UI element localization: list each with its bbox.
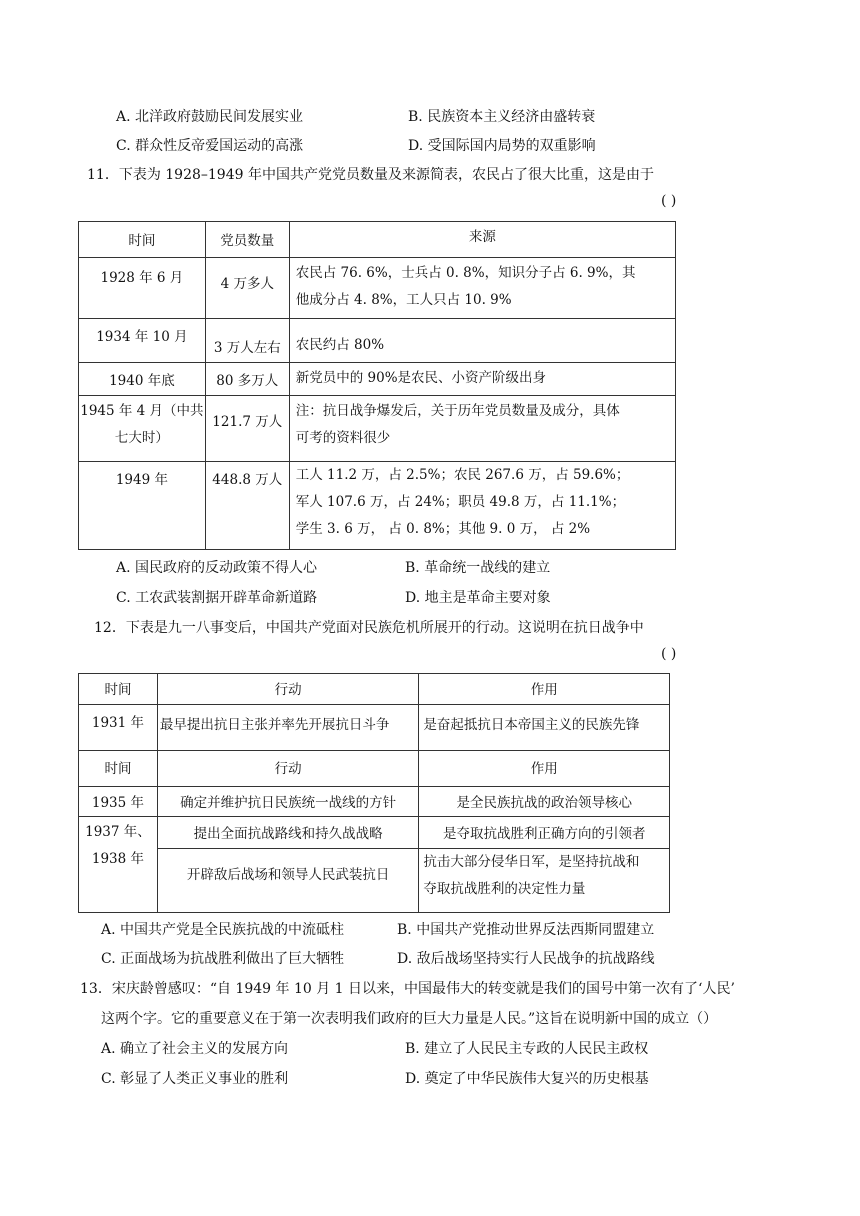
table-row <box>79 363 676 396</box>
q11-time: 1940 年底 <box>79 363 206 396</box>
q12-time-line: 1938 年 <box>91 851 145 867</box>
table-row <box>79 849 670 913</box>
q11-option-c: C. 工农武装割据开辟革命新道路 <box>116 590 318 606</box>
q11-time-line: 1945 年 4 月（中共 <box>80 403 204 419</box>
q12-header-row <box>79 751 670 787</box>
q10-option-c: C. 群众性反帝爱国运动的高涨 <box>116 138 304 154</box>
q11-header-source: 来源 <box>289 222 675 258</box>
q12-action: 确定并维护抗日民族统一战线的方针 <box>157 787 419 817</box>
q13-option-a: A. 确立了社会主义的发展方向 <box>101 1041 289 1057</box>
q12-option-d: D. 敌后战场坚持实行人民战争的抗战路线 <box>397 951 655 967</box>
q12-stem: 12．下表是九一八事变后，中国共产党面对民族危机所展开的行动。这说明在抗日战争中 <box>94 620 644 636</box>
q13-option-b: B. 建立了人民民主专政的人民民主政权 <box>405 1041 649 1057</box>
q12-effect: 是全民族抗战的政治领导核心 <box>419 787 670 817</box>
table-row <box>79 787 670 817</box>
q11-time: 1949 年 <box>79 462 206 550</box>
q12-header-effect: 作用 <box>419 751 670 787</box>
q12-header-row <box>79 674 670 705</box>
q11-stem: 11．下表为 1928–1949 年中国共产党党员数量及来源简表，农民占了很大比重，这是由于 <box>87 167 654 183</box>
q11-count: 121.7 万人 <box>205 396 289 462</box>
q11-count: 80 多万人 <box>205 363 289 396</box>
q11-source-line: 工人 11.2 万，占 2.5%；农民 267.6 万，占 59.6%； <box>295 467 630 483</box>
q11-header-row <box>79 222 676 258</box>
q13-stem-line1: 13．宋庆龄曾感叹：“自 1949 年 10 月 1 日以来，中国最伟大的转变就是我们的国号中第一次有了‘人民’ <box>80 981 735 997</box>
q12-header-time: 时间 <box>79 674 158 705</box>
q11-header-count: 党员数量 <box>205 222 289 258</box>
q12-effect <box>419 849 670 913</box>
q12-effect-line: 夺取抗战胜利的决定性力量 <box>423 881 586 897</box>
q11-source-line: 军人 107.6 万，占 24%；职员 49.8 万，占 11.1%； <box>295 494 626 510</box>
q11-time <box>79 396 206 462</box>
q11-source-line: 可考的资料很少 <box>295 430 391 446</box>
q11-source-line: 他成分占 4. 8%，工人只占 10. 9% <box>295 292 512 308</box>
q12-action: 提出全面抗战路线和持久战战略 <box>157 817 419 849</box>
q12-time <box>79 817 158 913</box>
q12-header-action: 行动 <box>157 751 419 787</box>
q11-source-line: 学生 3. 6 万， 占 0. 8%；其他 9. 0 万， 占 2% <box>295 521 591 537</box>
q11-time: 1928 年 6 月 <box>79 258 206 319</box>
q11-source: 农民约占 80% <box>289 319 675 363</box>
q11-source <box>289 396 675 462</box>
q11-option-b: B. 革命统一战线的建立 <box>405 560 551 576</box>
q12-time: 1931 年 <box>79 705 158 751</box>
q12-table <box>78 673 670 913</box>
q10-option-b: B. 民族资本主义经济由盛转衰 <box>408 109 596 125</box>
q11-source-line: 注：抗日战争爆发后，关于历年党员数量及成分，具体 <box>295 403 620 419</box>
q12-option-a: A. 中国共产党是全民族抗战的中流砥柱 <box>101 922 345 938</box>
table-row <box>79 396 676 462</box>
q11-source <box>289 462 675 550</box>
q11-time-line: 七大时） <box>114 430 169 446</box>
q11-option-d: D. 地主是革命主要对象 <box>405 590 551 606</box>
q12-header-time: 时间 <box>79 751 158 787</box>
table-row <box>79 258 676 319</box>
q12-effect: 是夺取抗战胜利正确方向的引领者 <box>419 817 670 849</box>
q13-stem-line2: 这两个字。它的重要意义在于第一次表明我们政府的巨大力量是人民。”这旨在说明新中国的成立（） <box>101 1011 718 1027</box>
q11-source-line: 农民占 76. 6%，士兵占 0. 8%，知识分子占 6. 9%，其 <box>295 265 636 281</box>
q12-option-c: C. 正面战场为抗战胜利做出了巨大牺牲 <box>101 951 345 967</box>
q12-effect: 是奋起抵抗日本帝国主义的民族先锋 <box>419 705 670 751</box>
q11-answer-paren: ( ) <box>661 193 677 209</box>
table-row <box>79 462 676 550</box>
q11-count: 3 万人左右 <box>205 319 289 363</box>
q12-option-b: B. 中国共产党推动世界反法西斯同盟建立 <box>397 922 655 938</box>
q12-answer-paren: ( ) <box>661 646 677 662</box>
q11-table <box>78 221 676 550</box>
q11-source <box>289 258 675 319</box>
q13-option-c: C. 彰显了人类正义事业的胜利 <box>101 1071 289 1087</box>
table-row <box>79 319 676 363</box>
q11-count: 4 万多人 <box>205 258 289 319</box>
q12-header-action: 行动 <box>157 674 419 705</box>
q12-action: 开辟敌后战场和领导人民武装抗日 <box>157 849 419 913</box>
q11-option-a: A. 国民政府的反动政策不得人心 <box>116 560 318 576</box>
q13-option-d: D. 奠定了中华民族伟大复兴的历史根基 <box>405 1071 649 1087</box>
q12-action: 最早提出抗日主张并率先开展抗日斗争 <box>157 705 419 751</box>
q12-time-line: 1937 年、 <box>85 824 151 840</box>
q12-effect-line: 抗击大部分侵华日军，是坚持抗战和 <box>423 854 640 870</box>
q10-option-d: D. 受国际国内局势的双重影响 <box>408 138 596 154</box>
table-row <box>79 705 670 751</box>
q11-header-time: 时间 <box>79 222 206 258</box>
q12-header-effect: 作用 <box>419 674 670 705</box>
q11-time: 1934 年 10 月 <box>79 319 206 363</box>
q11-source: 新党员中的 90%是农民、小资产阶级出身 <box>289 363 675 396</box>
q12-time: 1935 年 <box>79 787 158 817</box>
q10-option-a: A. 北洋政府鼓励民间发展实业 <box>116 109 304 125</box>
table-row <box>79 817 670 849</box>
q11-count: 448.8 万人 <box>205 462 289 550</box>
